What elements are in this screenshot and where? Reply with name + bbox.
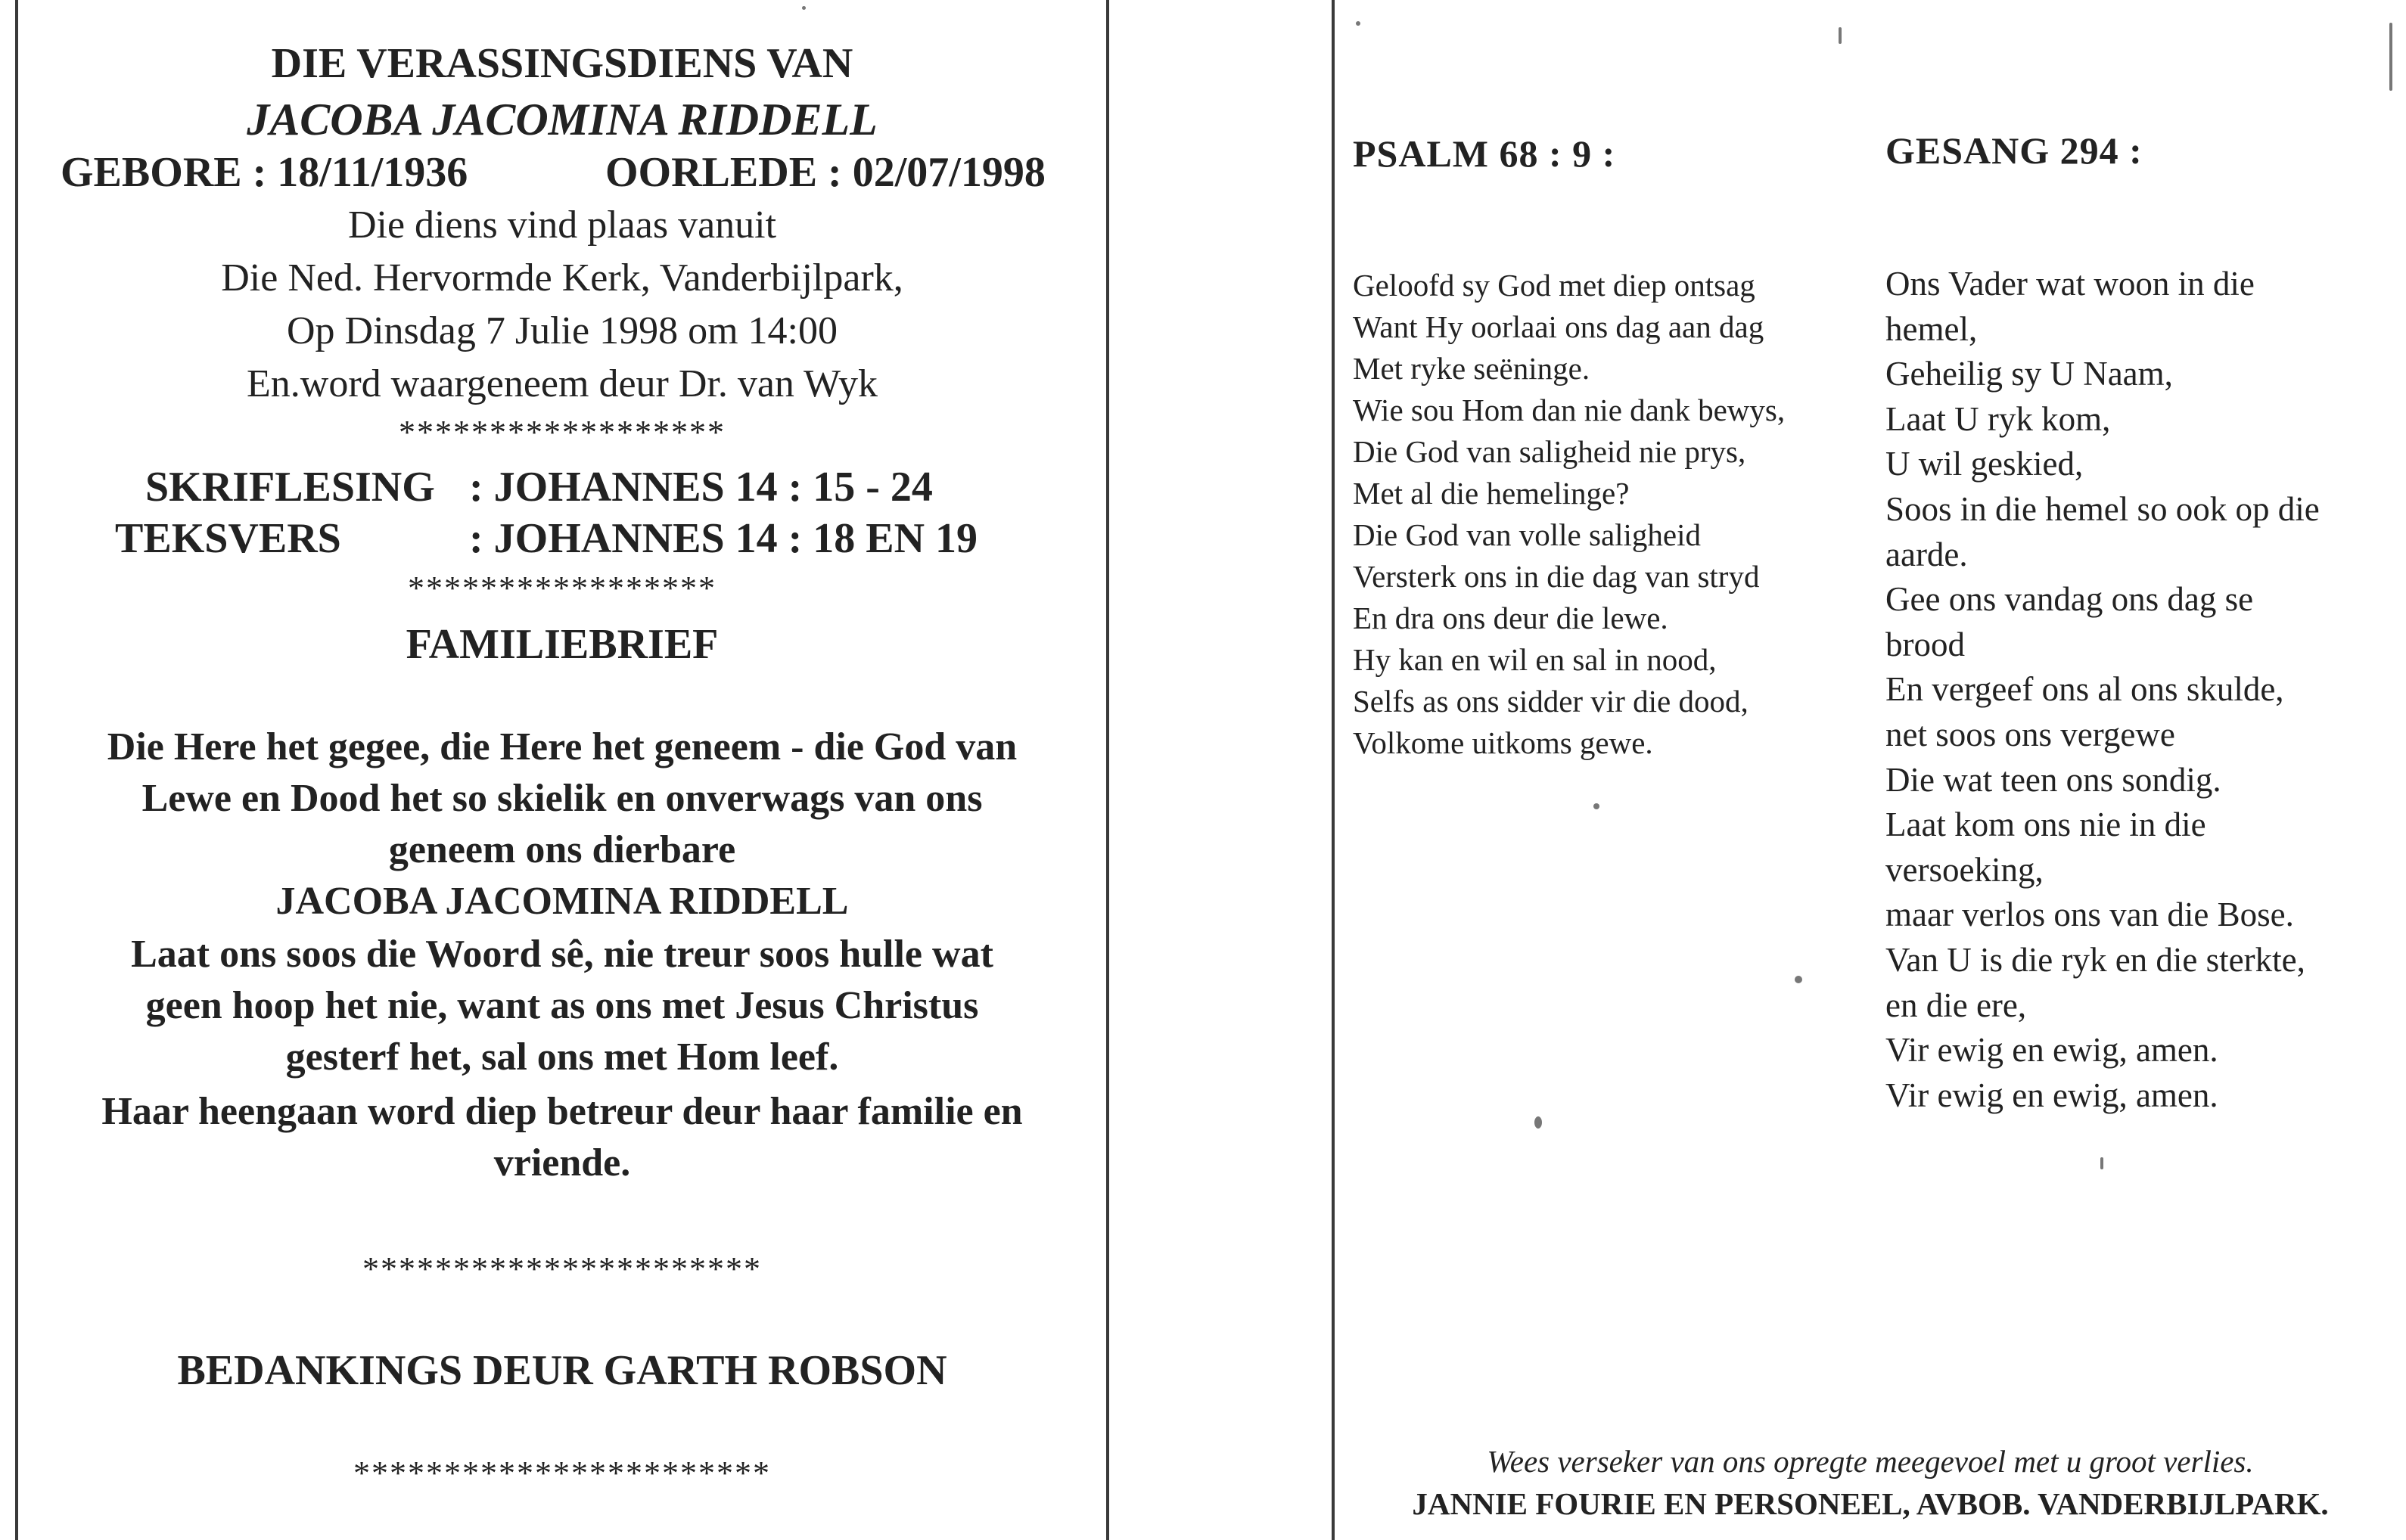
verse-line: Laat kom ons nie in die [1885, 806, 2206, 844]
death-date: OORLEDE : 02/07/1998 [605, 149, 1046, 196]
verse-line: Hy kan en wil en sal in nood, [1353, 642, 1717, 677]
verse-line: En dra ons deur die lewe. [1353, 601, 1668, 635]
service-panel [18, 0, 1106, 1540]
scan-speck [802, 6, 806, 10]
verse-line: brood [1885, 625, 1965, 663]
service-line: En.word waargeneem deur Dr. van Wyk [247, 362, 878, 405]
verse-line: Versterk ons in die dag van stryd [1353, 559, 1760, 594]
letter-line: geen hoop het nie, want as ons met Jesus Christus [145, 984, 979, 1027]
letter-line: Laat ons soos die Woord sê, nie treur soos hulle wat [131, 933, 993, 976]
letter-line: Die Here het gegee, die Here het geneem - die God van [107, 725, 1018, 768]
gesang-verse [1885, 262, 2320, 1118]
service-line: Die Ned. Hervormde Kerk, Vanderbijlpark, [221, 256, 903, 300]
text-reference: : JOHANNES 14 : 18 EN 19 [469, 515, 978, 562]
verse-line: Die God van volle saligheid [1353, 517, 1702, 552]
verse-line: versoeking, [1885, 850, 2044, 889]
letter-line: JACOBA JACOMINA RIDDELL [275, 880, 849, 923]
verse-line: Soos in die hemel so ook op die [1885, 489, 2320, 528]
fold-line-left [1106, 0, 1109, 1540]
letter-heading: FAMILIEBRIEF [406, 621, 719, 668]
scan-speck [2389, 23, 2392, 91]
scan-speck [1356, 21, 1360, 26]
psalm-verse [1353, 265, 1785, 764]
verse-line: Geloofd sy God met diep ontsag [1353, 268, 1755, 303]
scan-speck [1795, 976, 1802, 983]
verse-line: hemel, [1885, 309, 1978, 348]
verse-line: Geheilig sy U Naam, [1885, 355, 2173, 393]
star-divider: ***************** [408, 570, 717, 607]
verse-line: aarde. [1885, 535, 1968, 573]
condolence-message: Wees verseker van ons opregte meegevoel met u groot verlies. [1487, 1444, 2254, 1479]
psalm-heading: PSALM 68 : 9 : [1353, 132, 1616, 175]
scan-speck [2100, 1157, 2103, 1169]
verse-line: U wil geskied, [1885, 445, 2084, 483]
verse-line: Want Hy oorlaai ons dag aan dag [1353, 309, 1764, 344]
reading-reference: : JOHANNES 14 : 15 - 24 [469, 464, 933, 511]
verse-line: Wie sou Hom dan nie dank bewys, [1353, 393, 1786, 427]
verse-line: En vergeef ons al ons skulde, [1885, 670, 2284, 709]
text-label: TEKSVERS [115, 515, 341, 562]
scan-speck [1593, 803, 1599, 809]
verse-line: Vir ewig en ewig, amen. [1885, 1031, 2218, 1070]
letter-line: Haar heengaan word diep betreur deur haar familie en [101, 1090, 1023, 1133]
verse-line: Met al die hemelinge? [1353, 476, 1630, 511]
reading-label: SKRIFLESING [145, 464, 435, 511]
verse-line: Die God van saligheid nie prys, [1353, 434, 1746, 469]
verse-line: Van U is die ryk en die sterkte, [1885, 940, 2305, 979]
gesang-heading: GESANG 294 : [1885, 129, 2143, 172]
letter-line: Lewe en Dood het so skielik en onverwags van ons [141, 777, 983, 820]
service-title: DIE VERASSINGSDIENS VAN [271, 40, 853, 87]
star-divider: *********************** [353, 1455, 771, 1492]
service-line: Op Dinsdag 7 Julie 1998 om 14:00 [287, 309, 838, 352]
service-line: Die diens vind plaas vanuit [347, 203, 777, 247]
verse-line: Met ryke seëninge. [1353, 351, 1590, 386]
letter-line: geneem ons dierbare [388, 828, 736, 871]
undertaker-credit: JANNIE FOURIE EN PERSONEEL, AVBOB. VANDERBIJLPARK. [1412, 1486, 2329, 1521]
verse-line: Volkome uitkoms gewe. [1353, 725, 1653, 760]
verse-line: en die ere, [1885, 986, 2027, 1024]
deceased-name: JACOBA JACOMINA RIDDELL [247, 95, 878, 144]
hymn-panel [1335, 0, 2406, 1540]
star-divider: ****************** [399, 414, 726, 451]
verse-line: Laat U ryk kom, [1885, 399, 2111, 438]
verse-line: net soos ons vergewe [1885, 715, 2175, 753]
thanks-line: BEDANKINGS DEUR GARTH ROBSON [177, 1347, 947, 1394]
star-divider: ********************** [362, 1250, 762, 1287]
scan-speck [1839, 27, 1842, 44]
letter-line: vriende. [493, 1141, 631, 1184]
birth-date: GEBORE : 18/11/1936 [61, 149, 468, 196]
verse-line: Gee ons vandag ons dag se [1885, 580, 2254, 619]
verse-line: Selfs as ons sidder vir die dood, [1353, 684, 1749, 719]
verse-line: Ons Vader wat woon in die [1885, 265, 2255, 303]
verse-line: Vir ewig en ewig, amen. [1885, 1076, 2218, 1114]
letter-line: gesterf het, sal ons met Hom leef. [285, 1035, 839, 1079]
verse-line: Die wat teen ons sondig. [1885, 760, 2221, 799]
scan-speck [1534, 1116, 1542, 1129]
verse-line: maar verlos ons van die Bose. [1885, 896, 2294, 934]
